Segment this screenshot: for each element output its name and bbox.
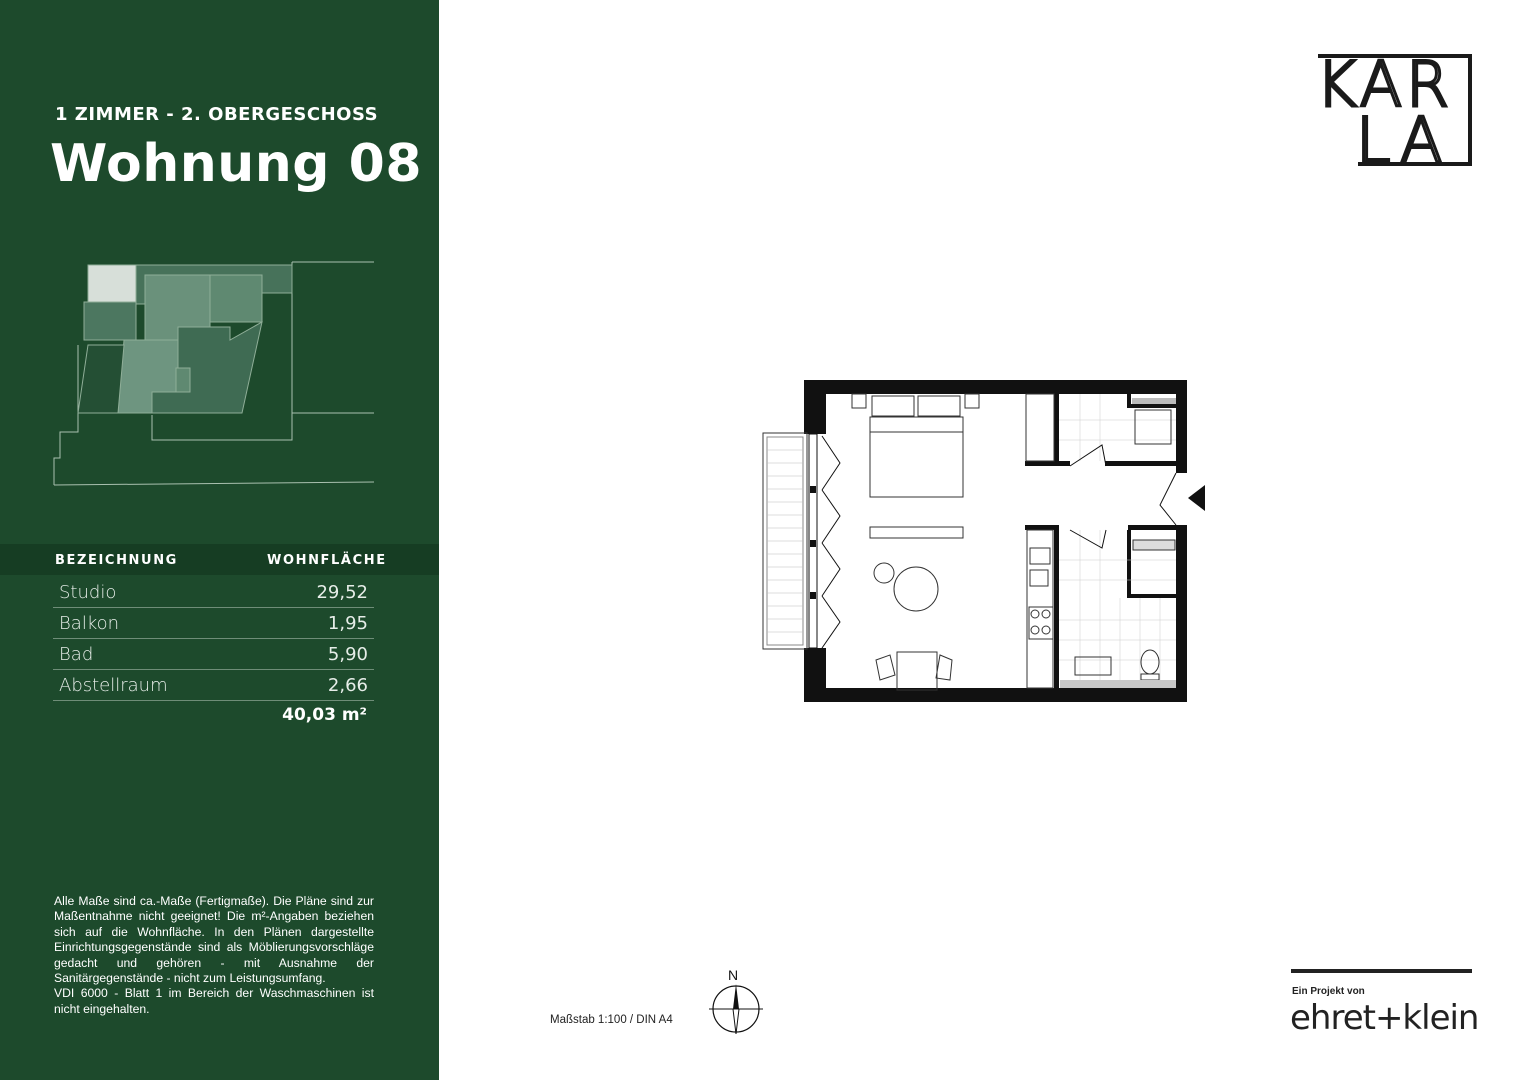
row-name: Abstellraum [59, 675, 168, 696]
ehret-klein-logo: ehret+klein [1290, 998, 1479, 1038]
column-header-area: WOHNFLÄCHE [267, 553, 387, 568]
credit-label: Ein Projekt von [1292, 986, 1365, 997]
table-row [53, 669, 374, 701]
total-area: 40,03 m² [282, 705, 367, 725]
karla-logo [1314, 52, 1476, 170]
row-name: Balkon [59, 613, 120, 634]
floor-plan [758, 376, 1210, 706]
row-name: Bad [59, 644, 94, 665]
disclaimer-text: Alle Maße sind ca.-Maße (Fertigmaße). Die Pläne sind zur Maßentnahme nicht geeignet! Die m²-Angaben beziehen sich auf die Wohnfläche. In den Plänen dargestellte Einrichtungsgegenstände sind als Möblierungsvorschläge gedacht und gehören - mit Ausnahme der Sanitärgegenstände - nicht zum Leistungsumfang. [54, 894, 374, 986]
table-row [53, 576, 374, 608]
site-plan-diagram [52, 258, 377, 493]
row-name: Studio [59, 582, 117, 603]
north-label: N [728, 967, 739, 983]
scale-label: Maßstab 1:100 / DIN A4 [550, 1014, 673, 1026]
apartment-subtitle: 1 ZIMMER - 2. OBERGESCHOSS [55, 104, 379, 125]
logo-line1: KAR [1316, 52, 1454, 121]
north-compass-icon [706, 966, 766, 1036]
logo-line2: LA [1356, 104, 1451, 170]
row-area: 29,52 [316, 582, 368, 603]
entrance-arrow-icon [1188, 485, 1205, 511]
disclaimer-vdi-note: VDI 6000 - Blatt 1 im Bereich der Waschmaschinen ist nicht eingehalten. [54, 986, 374, 1016]
credit-divider [1291, 969, 1472, 973]
row-area: 5,90 [327, 644, 368, 665]
table-row [53, 638, 374, 670]
apartment-title: Wohnung 08 [50, 134, 422, 194]
column-header-name: BEZEICHNUNG [55, 553, 178, 568]
sidebar [0, 0, 439, 1080]
row-area: 1,95 [327, 613, 368, 634]
disclaimer [54, 894, 374, 1017]
table-row [53, 607, 374, 639]
row-area: 2,66 [327, 675, 368, 696]
